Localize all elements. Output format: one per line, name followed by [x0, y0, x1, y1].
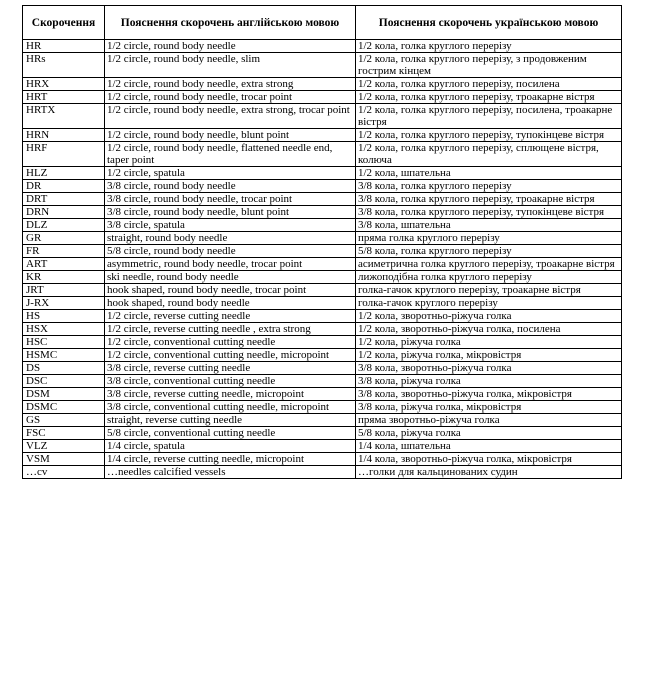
table-header-row — [23, 6, 622, 40]
english-cell: 1/2 circle, round body needle, extra strong, trocar point — [105, 104, 356, 129]
header-ukrainian: Пояснення скорочень українською мовою — [356, 6, 622, 40]
table-row — [23, 142, 622, 167]
ukrainian-cell: 1/2 кола, зворотньо-ріжуча голка — [356, 310, 622, 323]
table-row — [23, 284, 622, 297]
abbreviation-cell: KR — [23, 271, 105, 284]
ukrainian-cell: лижоподібна голка круглого перерізу — [356, 271, 622, 284]
ukrainian-cell: пряма голка круглого перерізу — [356, 232, 622, 245]
ukrainian-cell: 5/8 кола, ріжуча голка — [356, 427, 622, 440]
abbreviations-table — [22, 5, 622, 479]
table-row — [23, 414, 622, 427]
english-cell: 3/8 circle, conventional cutting needle — [105, 375, 356, 388]
abbreviation-cell: HLZ — [23, 167, 105, 180]
table-row — [23, 232, 622, 245]
abbreviation-cell: DR — [23, 180, 105, 193]
table-row — [23, 219, 622, 232]
english-cell: 3/8 circle, round body needle, trocar point — [105, 193, 356, 206]
ukrainian-cell: 1/2 кола, ріжуча голка, мікровістря — [356, 349, 622, 362]
table-row — [23, 336, 622, 349]
abbreviation-cell: HRs — [23, 53, 105, 78]
english-cell: 1/4 circle, spatula — [105, 440, 356, 453]
ukrainian-cell: 1/2 кола, ріжуча голка — [356, 336, 622, 349]
abbreviation-cell: DSM — [23, 388, 105, 401]
table-row — [23, 297, 622, 310]
table-row — [23, 310, 622, 323]
table-row — [23, 388, 622, 401]
abbreviation-cell: GR — [23, 232, 105, 245]
english-cell: 1/2 circle, round body needle, blunt point — [105, 129, 356, 142]
ukrainian-cell: 1/2 кола, зворотньо-ріжуча голка, посилена — [356, 323, 622, 336]
table-row — [23, 349, 622, 362]
table-row — [23, 193, 622, 206]
abbreviation-cell: HSC — [23, 336, 105, 349]
ukrainian-cell: 1/2 кола, голка круглого перерізу, троакарне вістря — [356, 91, 622, 104]
english-cell: 1/2 circle, round body needle, extra strong — [105, 78, 356, 91]
table-row — [23, 180, 622, 193]
english-cell: 1/2 circle, round body needle, flattened needle end, taper point — [105, 142, 356, 167]
abbreviation-cell: JRT — [23, 284, 105, 297]
abbreviation-cell: GS — [23, 414, 105, 427]
table-row — [23, 206, 622, 219]
table-row — [23, 258, 622, 271]
ukrainian-cell: голка-гачок круглого перерізу — [356, 297, 622, 310]
table-row — [23, 167, 622, 180]
english-cell: ski needle, round body needle — [105, 271, 356, 284]
table-row — [23, 323, 622, 336]
abbreviation-cell: HS — [23, 310, 105, 323]
english-cell: 5/8 circle, round body needle — [105, 245, 356, 258]
ukrainian-cell: 3/8 кола, шпательна — [356, 219, 622, 232]
ukrainian-cell: 3/8 кола, голка круглого перерізу, тупокінцеве вістря — [356, 206, 622, 219]
english-cell: 1/2 circle, conventional cutting needle — [105, 336, 356, 349]
ukrainian-cell: …голки для кальцинованих судин — [356, 466, 622, 479]
ukrainian-cell: 1/2 кола, голка круглого перерізу, посилена — [356, 78, 622, 91]
ukrainian-cell: 1/2 кола, голка круглого перерізу, тупокінцеве вістря — [356, 129, 622, 142]
ukrainian-cell: 1/2 кола, голка круглого перерізу, посилена, троакарне вістря — [356, 104, 622, 129]
ukrainian-cell: 1/2 кола, голка круглого перерізу, сплющене вістря, колюча — [356, 142, 622, 167]
english-cell: 1/4 circle, reverse cutting needle, micropoint — [105, 453, 356, 466]
ukrainian-cell: 1/2 кола, голка круглого перерізу, з продовженим гострим кінцем — [356, 53, 622, 78]
english-cell: 1/2 circle, round body needle — [105, 40, 356, 53]
abbreviation-cell: ART — [23, 258, 105, 271]
abbreviation-cell: HRN — [23, 129, 105, 142]
abbreviation-cell: VLZ — [23, 440, 105, 453]
ukrainian-cell: 1/4 кола, зворотньо-ріжуча голка, мікровістря — [356, 453, 622, 466]
english-cell: straight, reverse cutting needle — [105, 414, 356, 427]
abbreviation-cell: DLZ — [23, 219, 105, 232]
table-row — [23, 129, 622, 142]
table-row — [23, 78, 622, 91]
english-cell: 3/8 circle, conventional cutting needle, micropoint — [105, 401, 356, 414]
english-cell: 1/2 circle, conventional cutting needle, micropoint — [105, 349, 356, 362]
abbreviation-cell: HRTX — [23, 104, 105, 129]
english-cell: 3/8 circle, round body needle — [105, 180, 356, 193]
english-cell: 5/8 circle, conventional cutting needle — [105, 427, 356, 440]
ukrainian-cell: голка-гачок круглого перерізу, троакарне вістря — [356, 284, 622, 297]
english-cell: hook shaped, round body needle — [105, 297, 356, 310]
english-cell: 1/2 circle, round body needle, trocar point — [105, 91, 356, 104]
abbreviation-cell: …cv — [23, 466, 105, 479]
abbreviation-cell: DSMC — [23, 401, 105, 414]
table-row — [23, 466, 622, 479]
abbreviation-cell: DRN — [23, 206, 105, 219]
english-cell: 1/2 circle, spatula — [105, 167, 356, 180]
abbreviation-cell: HRX — [23, 78, 105, 91]
english-cell: 1/2 circle, reverse cutting needle , extra strong — [105, 323, 356, 336]
abbreviation-cell: DS — [23, 362, 105, 375]
table-row — [23, 401, 622, 414]
ukrainian-cell: 3/8 кола, зворотньо-ріжуча голка, мікровістря — [356, 388, 622, 401]
abbreviation-cell: VSM — [23, 453, 105, 466]
english-cell: 3/8 circle, reverse cutting needle, micropoint — [105, 388, 356, 401]
abbreviation-cell: FSC — [23, 427, 105, 440]
ukrainian-cell: 3/8 кола, ріжуча голка, мікровістря — [356, 401, 622, 414]
ukrainian-cell: 3/8 кола, голка круглого перерізу — [356, 180, 622, 193]
english-cell: straight, round body needle — [105, 232, 356, 245]
header-abbreviation: Скорочення — [23, 6, 105, 40]
ukrainian-cell: 5/8 кола, голка круглого перерізу — [356, 245, 622, 258]
english-cell: 1/2 circle, reverse cutting needle — [105, 310, 356, 323]
table-body — [23, 40, 622, 479]
abbreviation-cell: HR — [23, 40, 105, 53]
table-row — [23, 362, 622, 375]
table-row — [23, 104, 622, 129]
table-row — [23, 40, 622, 53]
abbreviation-cell: DSC — [23, 375, 105, 388]
english-cell: 1/2 circle, round body needle, slim — [105, 53, 356, 78]
header-english: Пояснення скорочень англійською мовою — [105, 6, 356, 40]
abbreviation-cell: HRT — [23, 91, 105, 104]
abbreviation-cell: HRF — [23, 142, 105, 167]
ukrainian-cell: 3/8 кола, голка круглого перерізу, троакарне вістря — [356, 193, 622, 206]
english-cell: 3/8 circle, round body needle, blunt point — [105, 206, 356, 219]
table-row — [23, 271, 622, 284]
abbreviation-cell: DRT — [23, 193, 105, 206]
table-row — [23, 453, 622, 466]
abbreviation-cell: HSX — [23, 323, 105, 336]
table-row — [23, 440, 622, 453]
ukrainian-cell: асиметрична голка круглого перерізу, троакарне вістря — [356, 258, 622, 271]
table-row — [23, 427, 622, 440]
english-cell: …needles calcified vessels — [105, 466, 356, 479]
table-row — [23, 375, 622, 388]
table-row — [23, 91, 622, 104]
abbreviation-cell: FR — [23, 245, 105, 258]
table-row — [23, 245, 622, 258]
english-cell: hook shaped, round body needle, trocar point — [105, 284, 356, 297]
abbreviation-cell: HSMC — [23, 349, 105, 362]
ukrainian-cell: 1/2 кола, голка круглого перерізу — [356, 40, 622, 53]
ukrainian-cell: 1/2 кола, шпательна — [356, 167, 622, 180]
english-cell: 3/8 circle, spatula — [105, 219, 356, 232]
ukrainian-cell: пряма зворотньо-ріжуча голка — [356, 414, 622, 427]
abbreviation-cell: J-RX — [23, 297, 105, 310]
ukrainian-cell: 1/4 кола, шпательна — [356, 440, 622, 453]
english-cell: asymmetric, round body needle, trocar point — [105, 258, 356, 271]
table-row — [23, 53, 622, 78]
ukrainian-cell: 3/8 кола, зворотньо-ріжуча голка — [356, 362, 622, 375]
ukrainian-cell: 3/8 кола, ріжуча голка — [356, 375, 622, 388]
english-cell: 3/8 circle, reverse cutting needle — [105, 362, 356, 375]
